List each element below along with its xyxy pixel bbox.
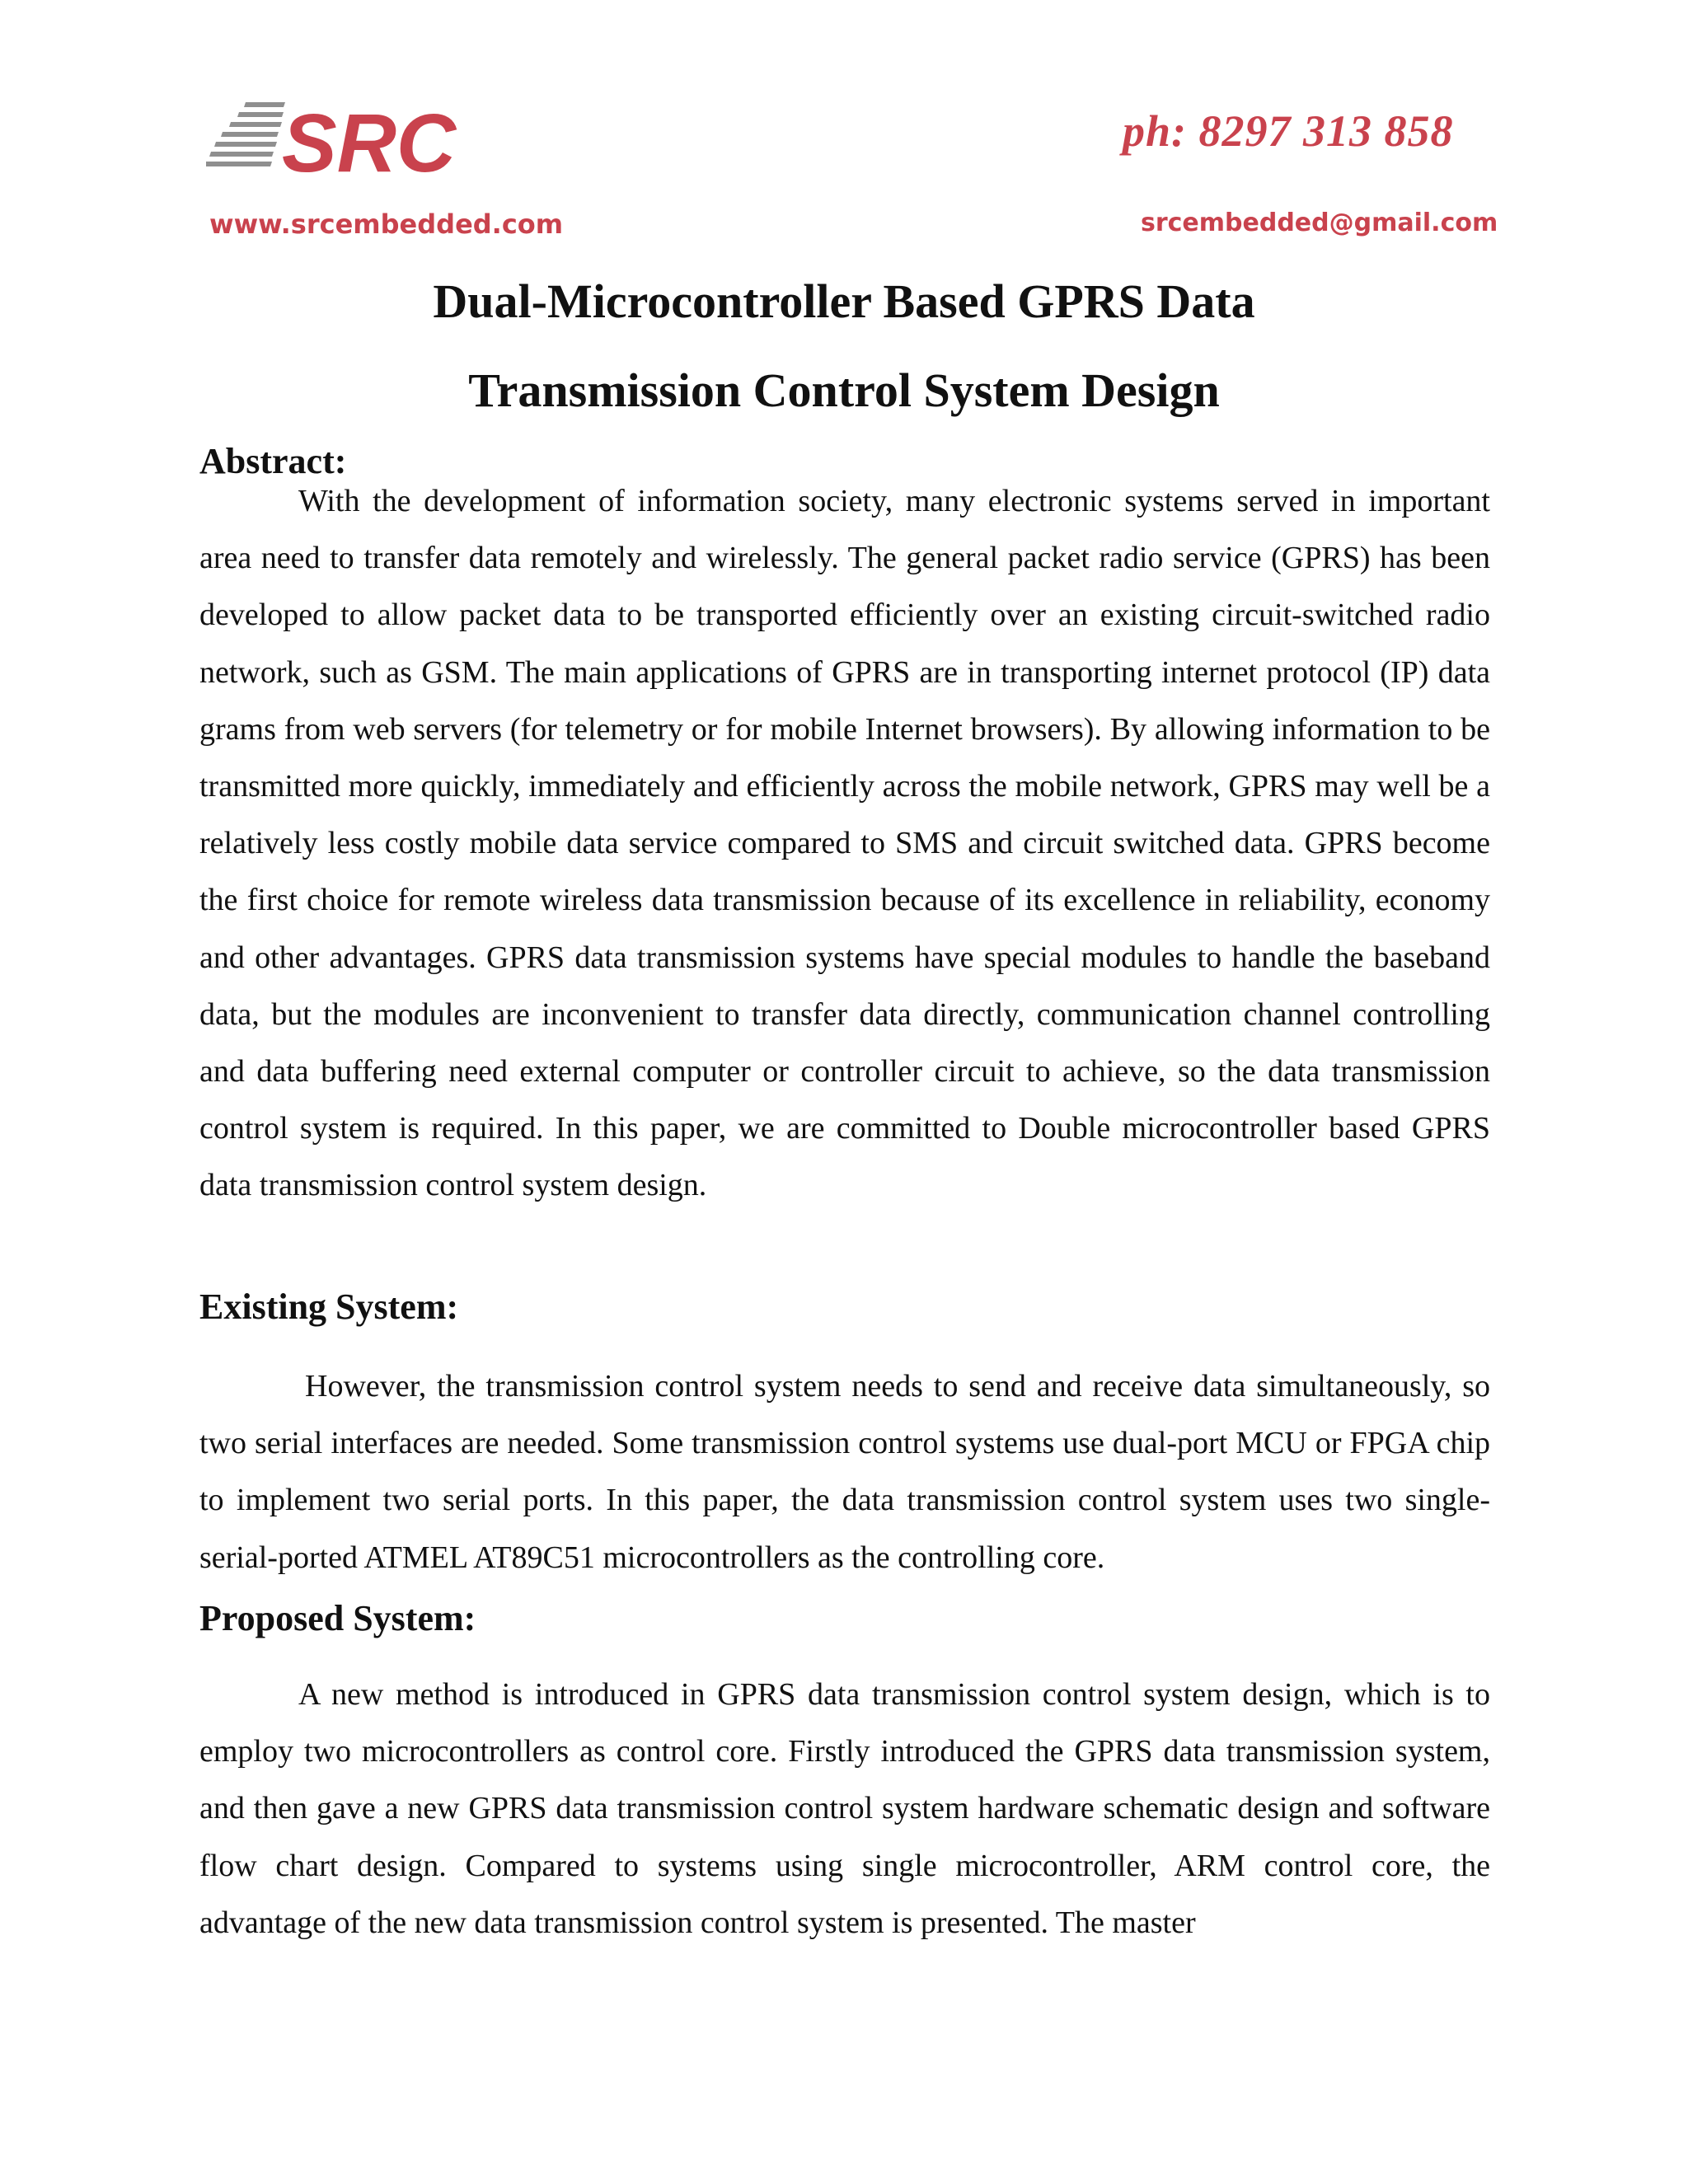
- proposed-system-paragraph: A new method is introduced in GPRS data transmission control system design, which is to employ two microcontrollers as control core. Firstly introduced the GPRS data transmission system, and then gave a new GPRS data transmission control system hardware schematic design and software flow chart design. Compared to systems using single microcontroller, ARM control core, the advantage of the new data transmission control system is presented. The master: [199, 1677, 1490, 1940]
- phone-number: ph: 8297 313 858: [1123, 106, 1454, 156]
- logo-text: SRC: [282, 97, 457, 180]
- document-title: [0, 257, 1688, 435]
- website-link[interactable]: www.srcembedded.com: [209, 209, 564, 240]
- proposed-system-heading: Proposed System:: [199, 1598, 476, 1638]
- existing-system-paragraph: However, the transmission control system needs to send and receive data simultaneously, so two serial interfaces are needed. Some transmission control systems use dual-port MCU or FPGA chip to implement two serial ports. In this paper, the data transmission control system uses two single-serial-ported ATMEL AT89C51 microcontrollers as the controlling core.: [199, 1369, 1490, 1575]
- title-line-1: Dual-Microcontroller Based GPRS Data: [433, 274, 1255, 328]
- abstract-paragraph: With the development of information society, many electronic systems served in important area need to transfer data remotely and wirelessly. The general packet radio service (GPRS) has been developed to allow packet data to be transported efficiently over an existing circuit-switched radio network, such as GSM. The main applications of GPRS are in transporting internet protocol (IP) data grams from web servers (for telemetry or for mobile Internet browsers). By allowing information to be transmitted more quickly, immediately and efficiently across the mobile network, GPRS may well be a relatively less costly mobile data service compared to SMS and circuit switched data. GPRS become the first choice for remote wireless data transmission because of its excellence in reliability, economy and other advantages. GPRS data transmission systems have special modules to handle the baseband data, but the modules are inconvenient to transfer data directly, communication channel controlling and data buffering need external computer or controller circuit to achieve, so the data transmission control system is required. In this paper, we are committed to Double microcontroller based GPRS data transmission control system design.: [199, 484, 1490, 1203]
- existing-system-heading: Existing System:: [199, 1286, 459, 1327]
- abstract-heading: Abstract:: [199, 441, 347, 481]
- src-logo: [206, 97, 462, 180]
- title-line-2: Transmission Control System Design: [468, 363, 1220, 417]
- email-link[interactable]: srcembedded@gmail.com: [1141, 209, 1498, 237]
